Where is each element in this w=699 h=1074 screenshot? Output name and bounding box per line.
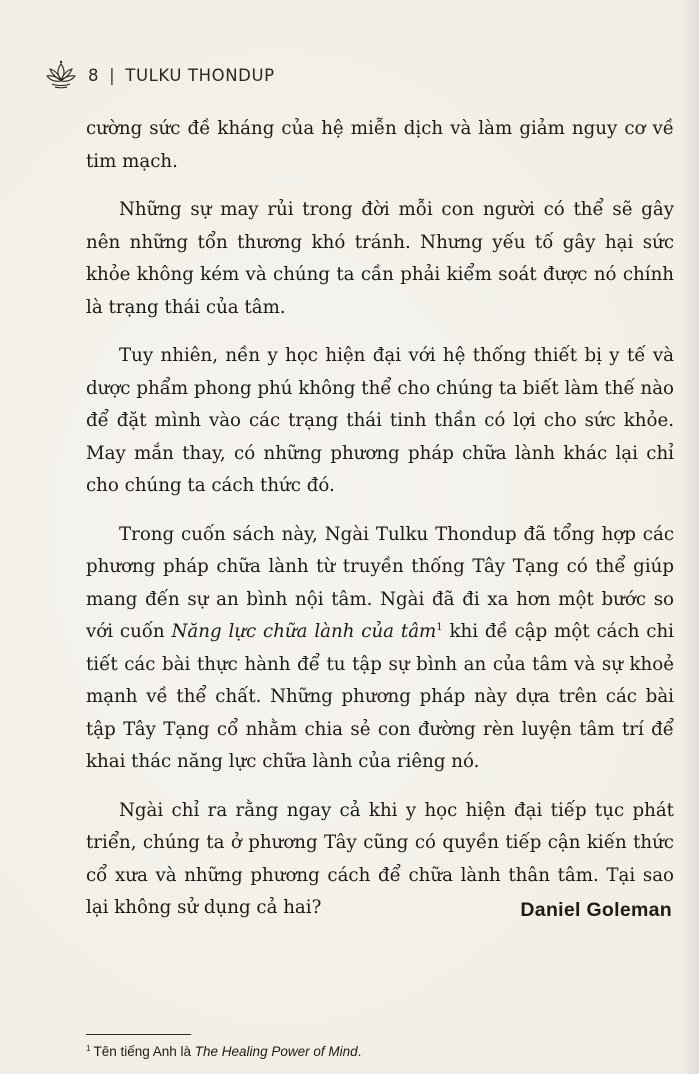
spine-shadow (681, 0, 699, 1074)
header-separator: | (109, 65, 116, 85)
running-title: TULKU THONDUP (125, 65, 275, 85)
footnote-suffix: . (357, 1044, 362, 1059)
running-header (44, 58, 275, 92)
paragraph-2: Những sự may rủi trong đời mỗi con người có thể sẽ gây nên những tổn thương khó tránh. Nhưng yếu tố gây hại sức khỏe không kém và chúng ta cần phải kiểm soát được nó chính là trạng thái của tâm. (86, 199, 674, 318)
author-signature: Daniel Goleman (520, 899, 672, 921)
paragraph-4 (86, 519, 674, 779)
paragraph-5: Ngài chỉ ra rằng ngay cả khi y học hiện đại tiếp tục phát triển, chúng ta ở phương Tây cũng có quyền tiếp cận kiến thức cổ xưa và những phương cách để chữa lành thân tâm. Tại sao lại không sử dụng cả hai? (86, 799, 674, 918)
lotus-icon (44, 58, 78, 92)
book-title: Năng lực chữa lành của tâm (171, 621, 437, 642)
paragraph-4-after: khi đề cập một cách chi tiết các bài thực hành để tu tập sự bình an của tâm và sự khoẻ mạnh về thể chất. Những phương pháp này dựa trên các bài tập Tây Tạng cổ nhằm chia sẻ con đường rèn luyện tâm trí để khai thác năng lực chữa lành của riêng nó. (86, 621, 674, 772)
footnote (86, 1044, 361, 1059)
paragraph-1: cường sức đề kháng của hệ miễn dịch và làm giảm nguy cơ về tim mạch. (86, 118, 674, 172)
footnote-title: The Healing Power of Mind (194, 1044, 358, 1059)
footnote-ref[interactable]: 1 (436, 622, 443, 633)
paragraph-3: Tuy nhiên, nền y học hiện đại với hệ thống thiết bị y tế và dược phẩm phong phú không thể cho chúng ta biết làm thế nào để đặt mình vào các trạng thái tinh thần có lợi cho sức khỏe. May mắn thay, có những phương pháp chữa lành khác lại chỉ cho chúng ta cách thức đó. (86, 345, 674, 496)
footnote-rule (86, 1034, 191, 1035)
paragraph-4-before: Trong cuốn sách này, Ngài Tulku Thondup đã tổng hợp các phương pháp chữa lành từ truyền thống Tây Tạng có thể giúp mang đến sự an bình nội tâm. Ngài đã đi xa hơn một bước so với cuốn (86, 523, 674, 642)
footnote-prefix: Tên tiếng Anh là (93, 1044, 195, 1059)
body-text (86, 113, 674, 941)
footnote-mark: 1 (86, 1044, 91, 1053)
page-number: 8 (88, 65, 100, 85)
